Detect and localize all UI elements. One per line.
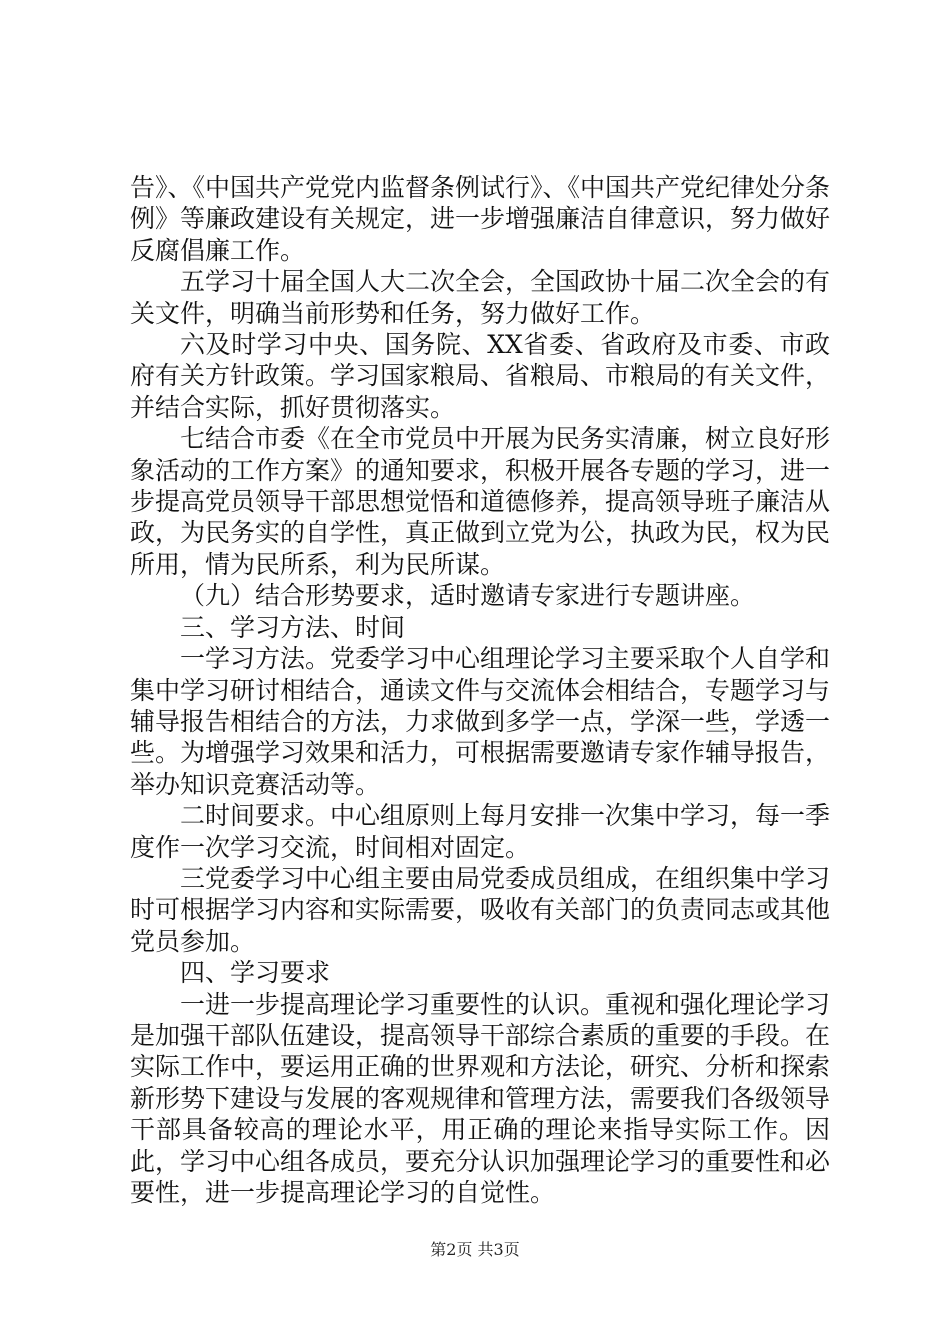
paragraph-11: 一进一步提高理论学习重要性的认识。重视和强化理论学习是加强干部队伍建设，提高领导干部综合素质的重要的手段。在实际工作中，要运用正确的世界观和方法论，研究、分析和探索新形势下建设与发展的客观规律和管理方法，需要我们各级领导干部具备较高的理论水平，用正确的理论来指导实际工作。因此，学习中心组各成员，要充分认识加强理论学习的重要性和必要性，进一步提高理论学习的自觉性。 [130,989,831,1207]
paragraph-9: 三党委学习中心组主要由局党委成员组成，在组织集中学习时可根据学习内容和实际需要，吸收有关部门的负责同志或其他党员参加。 [130,863,831,956]
paragraph-2: 五学习十届全国人大二次全会，全国政协十届二次全会的有关文件，明确当前形势和任务，努力做好工作。 [130,267,831,328]
paragraph-7: 一学习方法。党委学习中心组理论学习主要采取个人自学和集中学习研讨相结合，通读文件与交流体会相结合，专题学习与辅导报告相结合的方法，力求做到多学一点，学深一些，学透一些。为增强学习效果和活力，可根据需要邀请专家作辅导报告，举办知识竞赛活动等。 [130,644,831,799]
paragraph-8: 二时间要求。中心组原则上每月安排一次集中学习，每一季度作一次学习交流，时间相对固定。 [130,801,831,862]
paragraph-3: 六及时学习中央、国务院、XX省委、省政府及市委、市政府有关方针政策。学习国家粮局、省粮局、市粮局的有关文件，并结合实际，抓好贯彻落实。 [130,330,831,422]
section-heading-4: 四、学习要求 [180,958,331,988]
section-heading-3: 三、学习方法、时间 [180,612,406,642]
page-number-footer: 第2页 共3页 [430,1240,520,1259]
paragraph-5: （九）结合形势要求，适时邀请专家进行专题讲座。 [180,581,756,611]
paragraph-4: 七结合市委《在全市党员中开展为民务实清廉，树立良好形象活动的工作方案》的通知要求，积极开展各专题的学习，进一步提高党员领导干部思想觉悟和道德修养，提高领导班子廉洁从政，为民务实的自学性，真正做到立党为公，执政为民，权为民所用，情为民所系，利为民所谋。 [130,424,831,579]
paragraph-1: 告》、《中国共产党党内监督条例试行》、《中国共产党纪律处分条例》等廉政建设有关规定，进一步增强廉洁自律意识，努力做好反腐倡廉工作。 [130,173,831,265]
document-body [130,172,830,1208]
